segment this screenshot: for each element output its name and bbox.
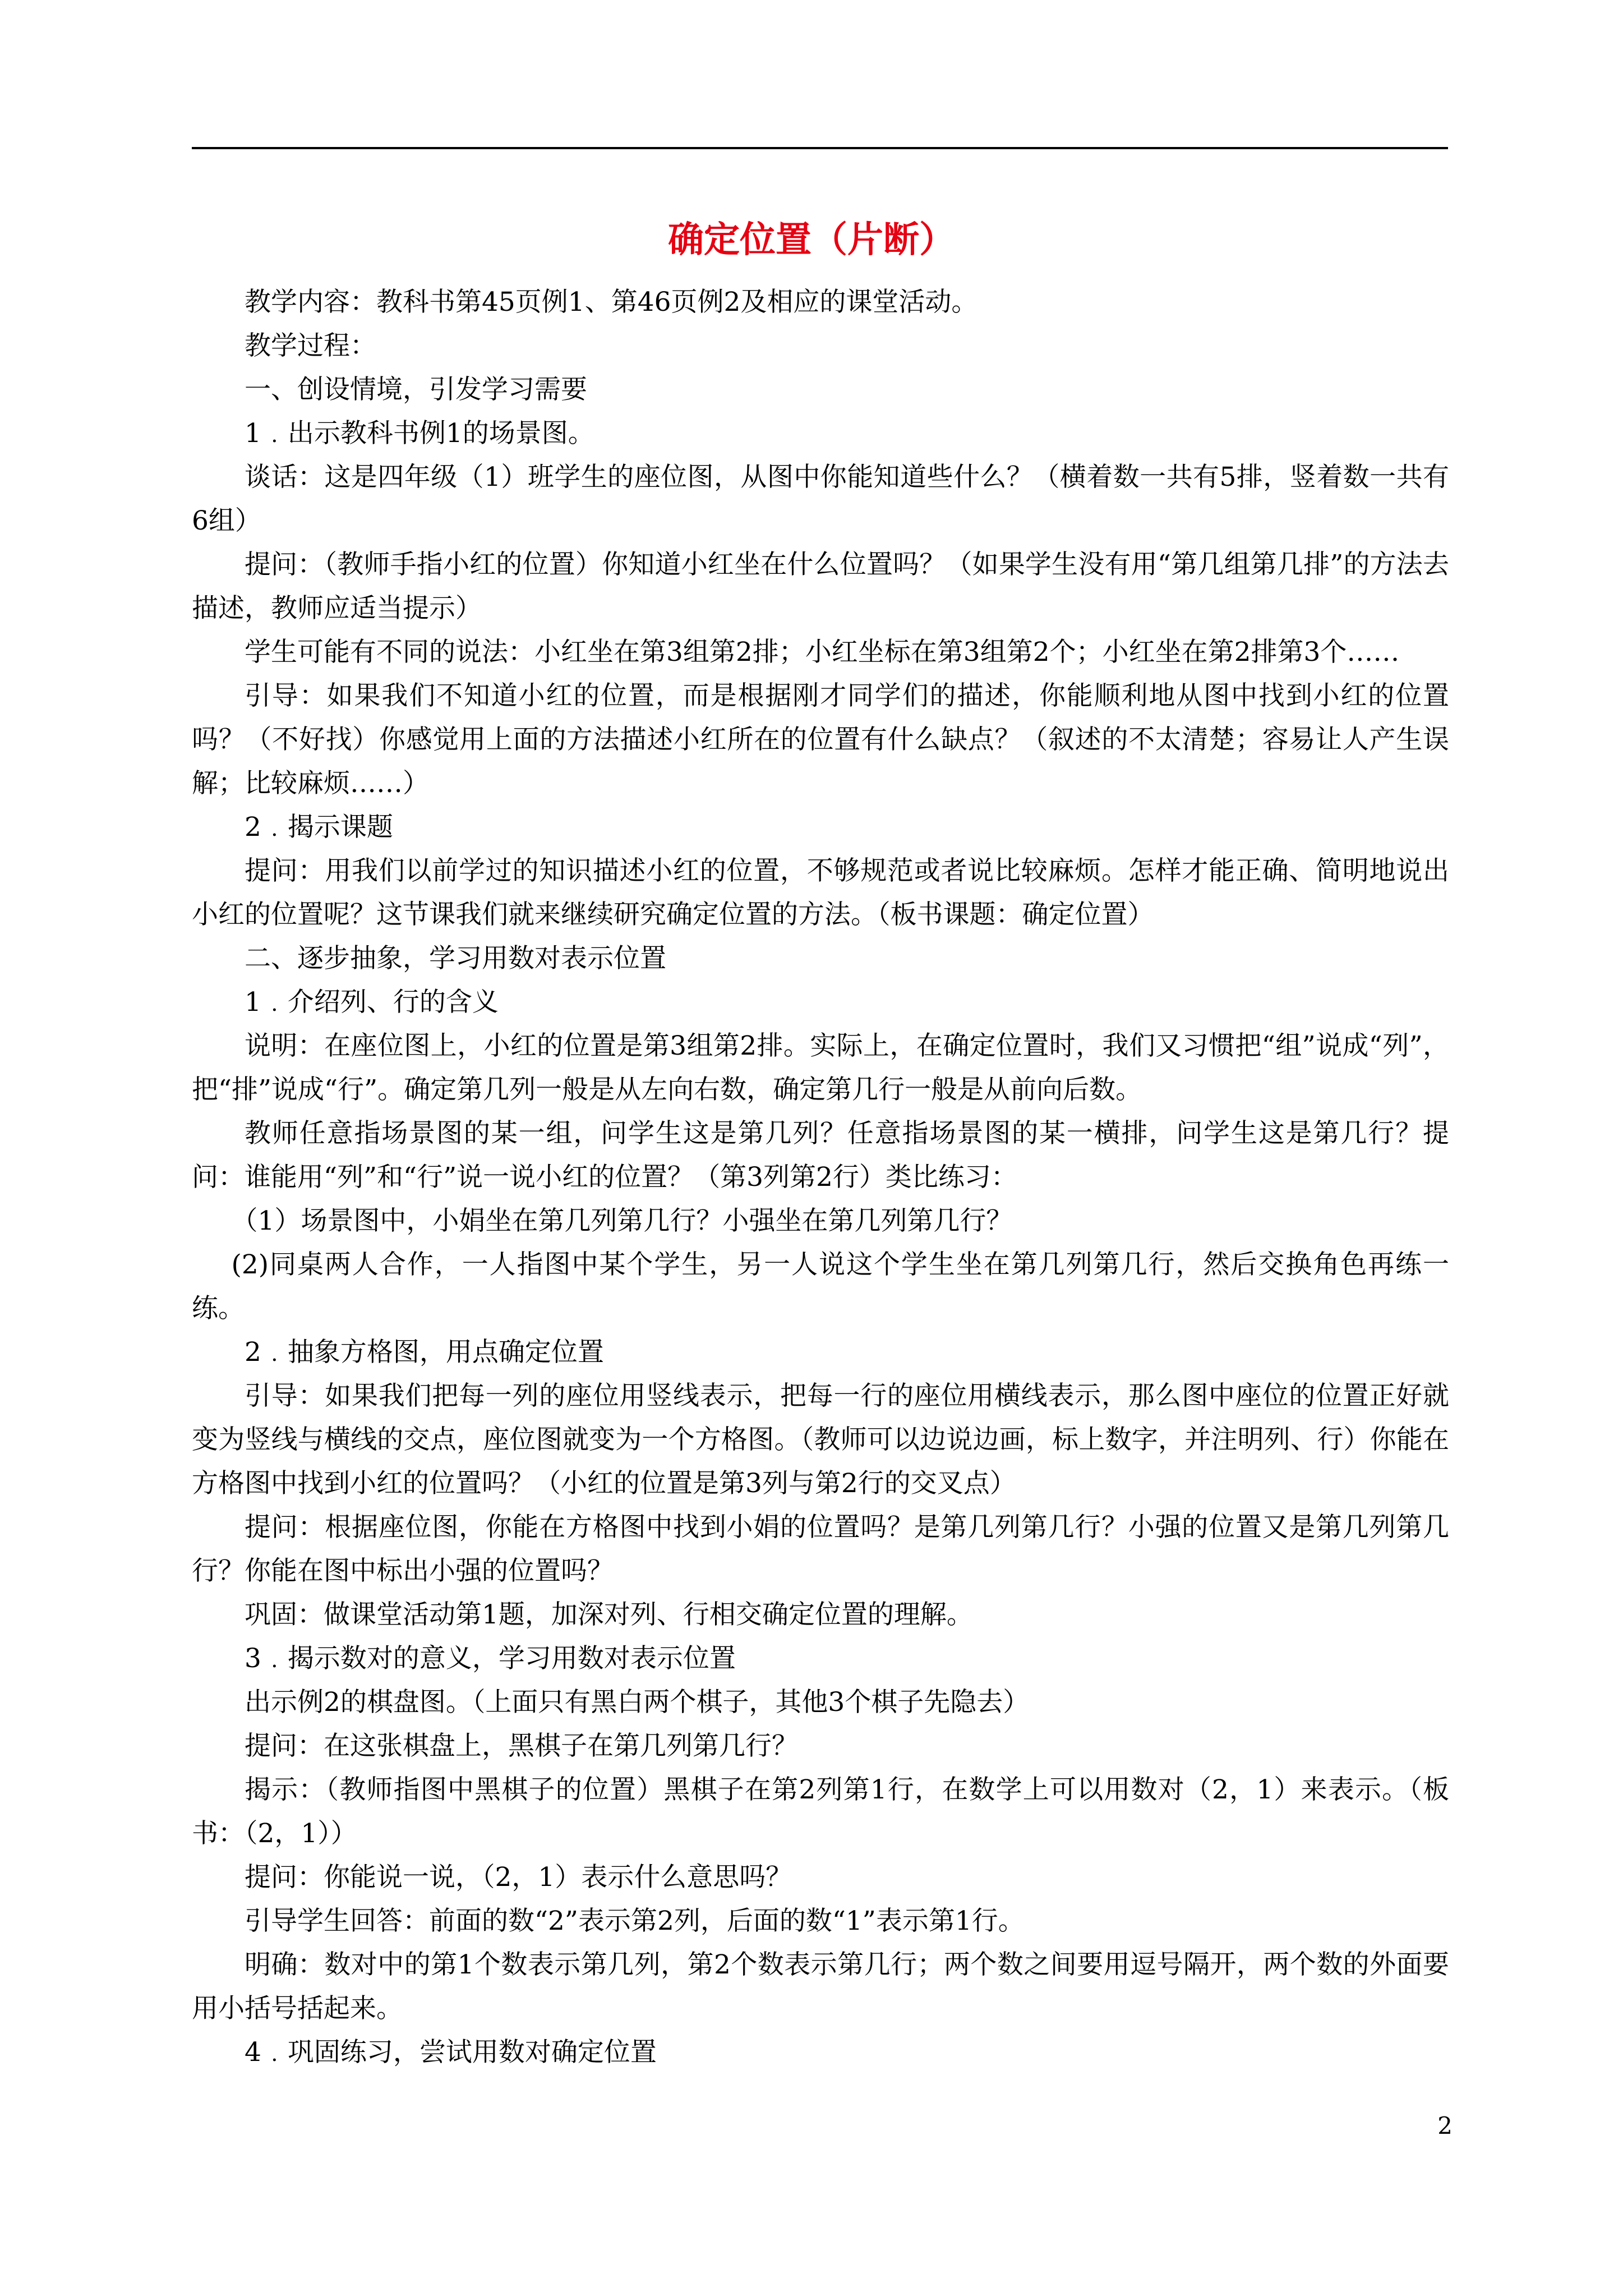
paragraph-guide-1: 引导：如果我们不知道小红的位置，而是根据刚才同学们的描述，你能顺利地从图中找到小红的位置吗？（不好找）你感觉用上面的方法描述小红所在的位置有什么缺点？（叙述的不太清楚；容易让人产生误解；比较麻烦……）	[192, 680, 1449, 799]
page-number: 2	[1437, 2112, 1453, 2139]
paragraph-reveal: 揭示：（教师指图中黑棋子的位置）黑棋子在第2列第1行，在数学上可以用数对（2，1）来表示。（板书：（2，1））	[192, 1774, 1449, 1849]
paragraph-consolidate: 巩固：做课堂活动第1题，加深对列、行相交确定位置的理解。	[245, 1599, 973, 1630]
paragraph-student-reply: 引导学生回答：前面的数“2”表示第2列，后面的数“1”表示第1行。	[245, 1906, 1025, 1936]
exercise-1: （1）场景图中，小娟坐在第几列第几行？小强坐在第几列第几行？	[231, 1205, 1013, 1236]
step-2-3: 3﹒揭示数对的意义，学习用数对表示位置	[245, 1643, 736, 1674]
document-body	[192, 280, 1449, 2074]
paragraph-question-4: 提问：在这张棋盘上，黑棋子在第几列第几行？	[245, 1731, 798, 1761]
step-2-4: 4﹒巩固练习，尝试用数对确定位置	[245, 2037, 657, 2068]
paragraph-teaching-process: 教学过程：	[245, 330, 376, 361]
paragraph-teacher-points: 教师任意指场景图的某一组，问学生这是第几列？任意指场景图的某一横排，问学生这是第几行？提问：谁能用“列”和“行”说一说小红的位置？（第3列第2行）类比练习：	[192, 1118, 1449, 1193]
paragraph-talk: 谈话：这是四年级（1）班学生的座位图，从图中你能知道些什么？（横着数一共有5排，竖着数一共有6组）	[192, 462, 1449, 536]
step-2-1: 1﹒介绍列、行的含义	[245, 987, 499, 1018]
step-1-2: 2﹒揭示课题	[245, 812, 393, 843]
paragraph-question-3: 提问：根据座位图，你能在方格图中找到小娟的位置吗？是第几列第几行？小强的位置又是第几列第几行？你能在图中标出小强的位置吗？	[192, 1512, 1449, 1586]
header-rule	[192, 147, 1448, 149]
exercise-2: (2)同桌两人合作，一人指图中某个学生，另一人说这个学生坐在第几列第几行，然后交换角色再练一练。	[192, 1249, 1449, 1324]
document-title: 确定位置（片断）	[668, 219, 955, 261]
paragraph-clarify: 明确：数对中的第1个数表示第几列，第2个数表示第几行；两个数之间要用逗号隔开，两个数的外面要用小括号括起来。	[192, 1949, 1449, 2024]
paragraph-question-5: 提问：你能说一说，（2，1）表示什么意思吗？	[245, 1862, 792, 1893]
step-2-2: 2﹒抽象方格图，用点确定位置	[245, 1337, 604, 1368]
paragraph-question-2: 提问：用我们以前学过的知识描述小红的位置，不够规范或者说比较麻烦。怎样才能正确、简明地说出小红的位置呢？这节课我们就来继续研究确定位置的方法。（板书课题：确定位置）	[192, 855, 1449, 930]
paragraph-guide-2: 引导：如果我们把每一列的座位用竖线表示，把每一行的座位用横线表示，那么图中座位的位置正好就变为竖线与横线的交点，座位图就变为一个方格图。（教师可以边说边画，标上数字，并注明列、行）你能在方格图中找到小红的位置吗？（小红的位置是第3列与第2行的交叉点）	[192, 1381, 1449, 1499]
paragraph-explanation: 说明：在座位图上，小红的位置是第3组第2排。实际上，在确定位置时，我们又习惯把“组”说成“列”，把“排”说成“行”。确定第几列一般是从左向右数，确定第几行一般是从前向后数。	[192, 1030, 1449, 1105]
step-1-1: 1﹒出示教科书例1的场景图。	[245, 418, 594, 449]
paragraph-show-example-2: 出示例2的棋盘图。（上面只有黑白两个棋子，其他3个棋子先隐去）	[245, 1687, 1030, 1718]
section-heading-1: 一、创设情境，引发学习需要	[245, 374, 587, 405]
section-heading-2: 二、逐步抽象，学习用数对表示位置	[245, 943, 666, 974]
paragraph-question-1: 提问：（教师手指小红的位置）你知道小红坐在什么位置吗？（如果学生没有用“第几组第几排”的方法去描述，教师应适当提示）	[192, 549, 1449, 624]
paragraph-teaching-content: 教学内容：教科书第45页例1、第46页例2及相应的课堂活动。	[245, 287, 978, 318]
paragraph-student-answers: 学生可能有不同的说法：小红坐在第3组第2排；小红坐标在第3组第2个；小红坐在第2排第3个……	[245, 637, 1400, 668]
